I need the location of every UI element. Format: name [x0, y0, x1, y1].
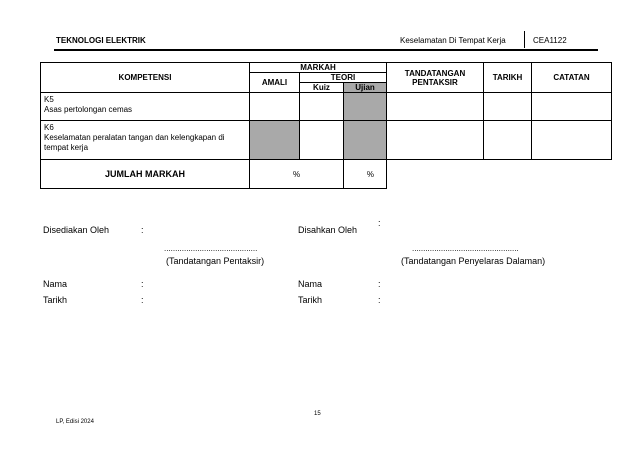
table-row [41, 93, 612, 121]
col-tarikh: TARIKH [484, 63, 532, 93]
signature-caption-left: (Tandatangan Pentaksir) [166, 256, 265, 266]
tarikh-colon-left: : [141, 295, 144, 305]
table-row [41, 121, 612, 160]
amali-cell-shaded [250, 121, 300, 160]
col-kuiz: Kuiz [300, 83, 344, 93]
col-markah: MARKAH [250, 63, 387, 73]
col-tandatangan-line2: PENTAKSIR [412, 77, 458, 87]
header-separator [524, 31, 525, 48]
amali-cell [250, 93, 300, 121]
competency-title: Asas pertolongan cemas [44, 105, 133, 114]
date-cell [484, 93, 532, 121]
competency-k5 [41, 93, 250, 121]
approved-by-label: Disahkan Oleh [298, 225, 358, 235]
competency-code: K5 [44, 95, 54, 104]
ujian-cell-shaded [344, 93, 387, 121]
prepared-by-label: Disediakan Oleh [43, 225, 110, 235]
course-title: TEKNOLOGI ELEKTRIK [56, 36, 146, 45]
tarikh-label-left: Tarikh [43, 295, 68, 305]
assessment-table [40, 62, 612, 189]
note-cell [532, 121, 612, 160]
total-row [41, 160, 612, 189]
competency-title-line2: tempat kerja [44, 143, 89, 152]
note-cell [532, 93, 612, 121]
date-cell [484, 121, 532, 160]
page-number: 15 [314, 411, 321, 417]
nama-colon-right: : [378, 279, 381, 289]
header-rule [54, 49, 598, 51]
kuiz-cell [300, 93, 344, 121]
col-tandatangan-line1: TANDATANGAN [404, 68, 466, 78]
nama-label-right: Nama [298, 279, 323, 289]
col-catatan: CATATAN [532, 63, 612, 93]
signature-cell [387, 121, 484, 160]
signature-line-right: ................................................ [412, 244, 519, 253]
nama-colon-left: : [141, 279, 144, 289]
total-blank [387, 160, 612, 189]
competency-k6 [41, 121, 250, 160]
total-teori-pct: % [344, 160, 387, 189]
col-teori: TEORI [300, 73, 387, 83]
col-amali: AMALI [250, 73, 300, 93]
col-kompetensi: KOMPETENSI [41, 63, 250, 93]
nama-label-left: Nama [43, 279, 68, 289]
tarikh-colon-right: : [378, 295, 381, 305]
competency-title-line1: Keselamatan peralatan tangan dan kelengkapan di [44, 133, 225, 142]
total-label: JUMLAH MARKAH [41, 160, 250, 189]
total-amali-pct: % [250, 160, 344, 189]
edition-note: LP, Edisi 2024 [56, 419, 94, 425]
kuiz-cell [300, 121, 344, 160]
approved-by-colon: : [378, 218, 381, 228]
signature-caption-right: (Tandatangan Penyelaras Dalaman) [401, 256, 546, 266]
course-code: CEA1122 [533, 36, 567, 45]
col-ujian: Ujian [344, 83, 387, 93]
prepared-by-colon: : [141, 225, 144, 235]
signature-cell [387, 93, 484, 121]
competency-code: K6 [44, 123, 54, 132]
col-tandatangan [387, 63, 484, 93]
ujian-cell-shaded [344, 121, 387, 160]
tarikh-label-right: Tarikh [298, 295, 323, 305]
signature-line-left: .......................................... [164, 244, 258, 253]
topic-title: Keselamatan Di Tempat Kerja [400, 36, 506, 45]
